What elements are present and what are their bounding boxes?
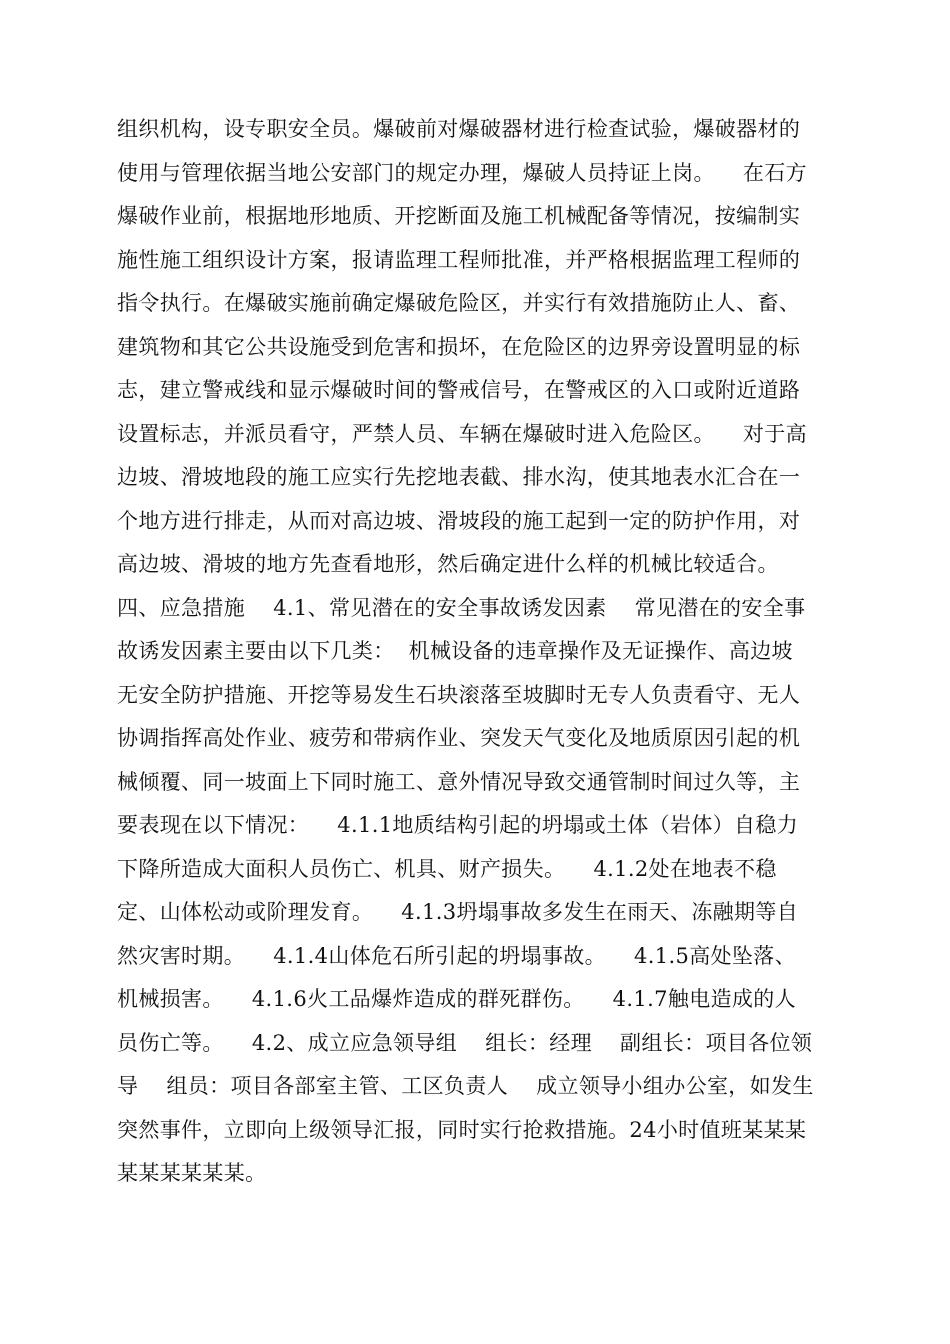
text-line: 突然事件，立即向上级领导汇报，同时实行抢救措施。24小时值班某某某 xyxy=(117,1117,807,1142)
body-text xyxy=(117,108,847,1196)
text-line: 建筑物和其它公共设施受到危害和损坏，在危险区的边界旁设置明显的标 xyxy=(117,334,801,359)
text-line: 四、应急措施 4.1、常见潜在的安全事故诱发因素 常见潜在的安全事 xyxy=(117,595,806,620)
text-line: 导 组员：项目各部室主管、工区负责人 成立领导小组办公室，如发生 xyxy=(117,1074,814,1098)
text-line: 下降所造成大面积人员伤亡、机具、财产损失。 4.1.2处在地表不稳 xyxy=(117,856,777,881)
text-line: 志，建立警戒线和显示爆破时间的警戒信号，在警戒区的入口或附近道路 xyxy=(117,378,801,402)
text-line: 高边坡、滑坡的地方先查看地形，然后确定进什么样的机械比较适合。 xyxy=(117,552,779,576)
text-line: 使用与管理依据当地公安部门的规定办理，爆破人员持证上岗。 在石方 xyxy=(117,160,807,185)
text-line: 员伤亡等。 4.2、成立应急领导组 组长：经理 副组长：项目各位领 xyxy=(117,1030,813,1055)
text-line: 施性施工组织设计方案，报请监理工程师批准，并严格根据监理工程师的 xyxy=(117,247,801,272)
text-line: 某某某某某某。 xyxy=(117,1161,267,1185)
text-line: 定、山体松动或阶理发育。 4.1.3坍塌事故多发生在雨天、冻融期等自 xyxy=(117,900,799,924)
text-line: 故诱发因素主要由以下几类： 机械设备的违章操作及无证操作、高边坡 xyxy=(117,639,793,663)
text-line: 协调指挥高处作业、疲劳和带病作业、突发天气变化及地质原因引起的机 xyxy=(117,726,801,750)
text-line: 械倾覆、同一坡面上下同时施工、意外情况导致交通管制时间过久等，主 xyxy=(117,769,801,794)
text-line: 指令执行。在爆破实施前确定爆破危险区，并实行有效措施防止人、畜、 xyxy=(117,291,801,315)
text-line: 无安全防护措施、开挖等易发生石块滚落至坡脚时无专人负责看守、无人 xyxy=(117,682,801,707)
text-line: 组织机构，设专职安全员。爆破前对爆破器材进行检查试验，爆破器材的 xyxy=(117,117,801,141)
text-line: 设置标志，并派员看守，严禁人员、车辆在爆破时进入危险区。 对于高 xyxy=(117,421,807,446)
text-line: 边坡、滑坡地段的施工应实行先挖地表截、排水沟，使其地表水汇合在一 xyxy=(117,465,801,489)
text-line: 要表现在以下情况： 4.1.1地质结构引起的坍塌或土体（岩体）自稳力 xyxy=(117,813,799,837)
text-line: 然灾害时期。 4.1.4山体危石所引起的坍塌事故。 4.1.5高处坠落、 xyxy=(117,943,796,968)
text-line: 个地方进行排走，从而对高边坡、滑坡段的施工起到一定的防护作用，对 xyxy=(117,508,801,533)
text-line: 爆破作业前，根据地形地质、开挖断面及施工机械配备等情况，按编制实 xyxy=(117,204,801,228)
text-line: 机械损害。 4.1.6火工品爆炸造成的群死群伤。 4.1.7触电造成的人 xyxy=(117,987,796,1011)
